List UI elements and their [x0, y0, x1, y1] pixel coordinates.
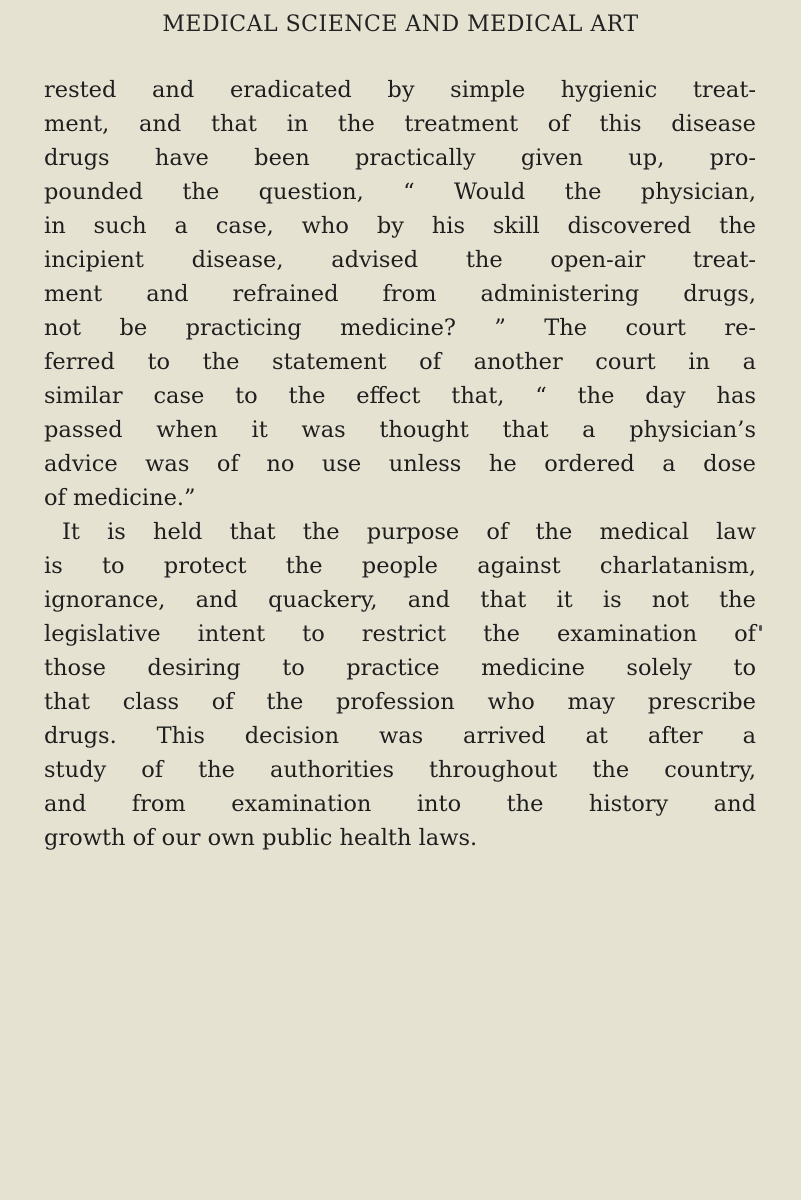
- text-line: in such a case, who by his skill discovered the: [44, 213, 756, 239]
- text-line: pounded the question, “ Would the physician,: [44, 179, 756, 205]
- text-line: advice was of no use unless he ordered a dose: [44, 451, 756, 477]
- text-line: drugs. This decision was arrived at after a: [44, 723, 756, 749]
- ink-speck: [759, 625, 762, 631]
- text-line: study of the authorities throughout the country,: [44, 757, 756, 783]
- text-line: incipient disease, advised the open-air treat-: [44, 247, 756, 273]
- text-line: ferred to the statement of another court in a: [44, 349, 756, 375]
- text-line: that class of the profession who may prescribe: [44, 689, 756, 715]
- text-line: legislative intent to restrict the examination of: [44, 621, 756, 647]
- text-line: rested and eradicated by simple hygienic treat-: [44, 77, 756, 103]
- text-line: ment and refrained from administering drugs,: [44, 281, 756, 307]
- text-line-paragraph-start: It is held that the purpose of the medical law: [62, 519, 756, 545]
- text-line-paragraph-end: of medicine.”: [44, 485, 196, 511]
- text-line: ment, and that in the treatment of this disease: [44, 111, 756, 137]
- text-line: similar case to the effect that, “ the day has: [44, 383, 756, 409]
- running-head: MEDICAL SCIENCE AND MEDICAL ART: [162, 12, 639, 37]
- text-line-paragraph-end: growth of our own public health laws.: [44, 825, 478, 851]
- text-line: passed when it was thought that a physician’s: [44, 417, 756, 443]
- text-line: those desiring to practice medicine solely to: [44, 655, 756, 681]
- text-line: and from examination into the history and: [44, 791, 756, 817]
- text-line: is to protect the people against charlatanism,: [44, 553, 756, 579]
- text-line: drugs have been practically given up, pro-: [44, 145, 756, 171]
- text-line: not be practicing medicine? ” The court re-: [44, 315, 756, 341]
- text-line: ignorance, and quackery, and that it is not the: [44, 587, 756, 613]
